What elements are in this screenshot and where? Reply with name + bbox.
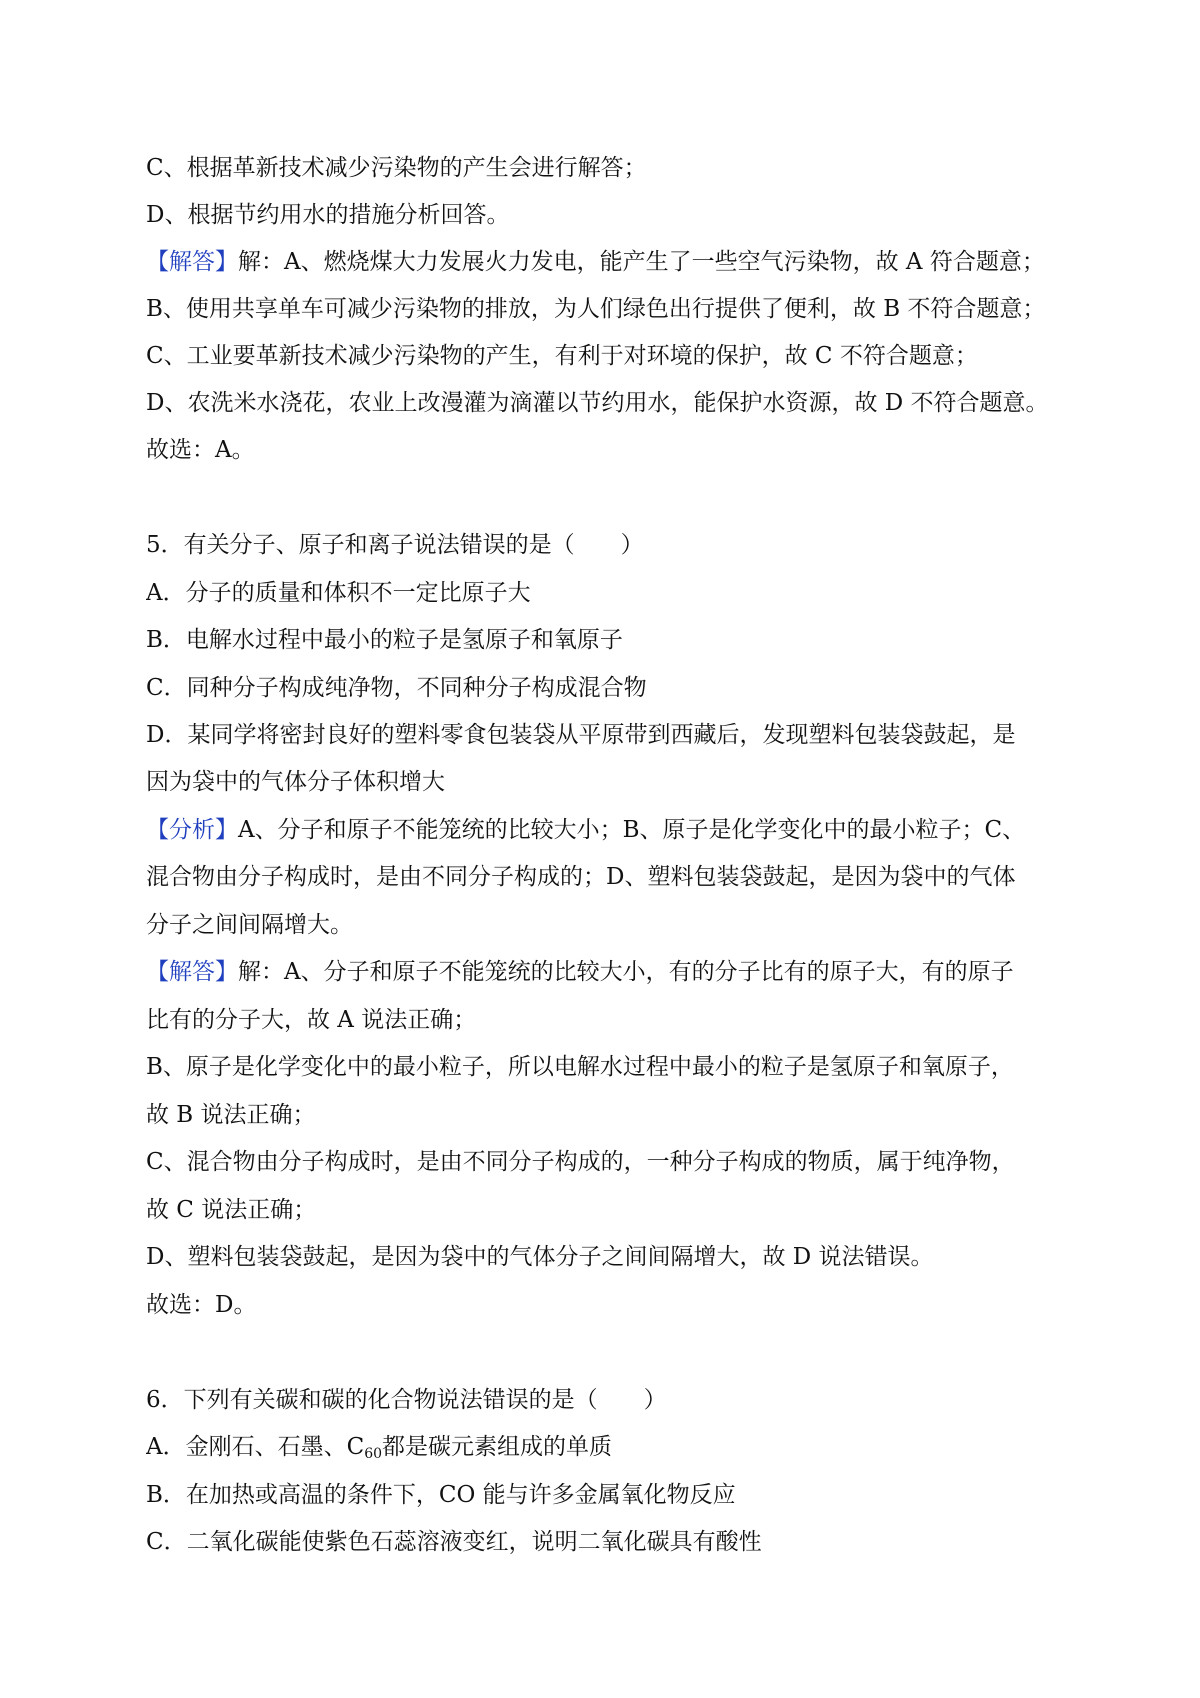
q4-answer-line-4: D、农洗米水浇花，农业上改漫灌为滴灌以节约用水，能保护水资源，故 D 不符合题意。	[146, 390, 1049, 416]
q5-analysis-line-3: 分子之间间隔增大。	[146, 912, 353, 938]
q5-analysis-line-2: 混合物由分子构成时，是由不同分子构成的；D、塑料包装袋鼓起，是因为袋中的气体	[146, 864, 1016, 890]
q5-answer-line-1: 【解答】解：A、分子和原子不能笼统的比较大小，有的分子比有的原子大，有的原子	[146, 959, 1014, 985]
q6-option-a: A．金刚石、石墨、$C_{60}$都是碳元素组成的单质	[146, 1434, 613, 1462]
q4-answer-line-3: C、工业要革新技术减少污染物的产生，有利于对环境的保护，故 C 不符合题意；	[146, 343, 978, 369]
q5-answer-choice: 故选：D。	[146, 1292, 257, 1318]
q5-option-b: B．电解水过程中最小的粒子是氢原子和氧原子	[146, 627, 623, 653]
answer-tag: 【解答】	[146, 959, 238, 985]
q5-option-d-line-2: 因为袋中的气体分子体积增大	[146, 769, 445, 795]
q5-answer-line-2: 比有的分子大，故 A 说法正确；	[146, 1007, 477, 1033]
q5-answer-line-5: C、混合物由分子构成时，是由不同分子构成的，一种分子构成的物质，属于纯净物，	[146, 1149, 1015, 1175]
answer-tag: 【解答】	[146, 249, 238, 275]
q5-stem: 5．有关分子、原子和离子说法错误的是（ ）	[146, 532, 644, 558]
q5-option-c: C．同种分子构成纯净物，不同种分子构成混合物	[146, 675, 647, 701]
q4-analysis-d: D、根据节约用水的措施分析回答。	[146, 202, 510, 228]
q6-stem: 6．下列有关碳和碳的化合物说法错误的是（ ）	[146, 1387, 667, 1413]
q5-answer-line-7: D、塑料包装袋鼓起，是因为袋中的气体分子之间间隔增大，故 D 说法错误。	[146, 1244, 934, 1270]
q6-option-b: B．在加热或高温的条件下，CO 能与许多金属氧化物反应	[146, 1482, 736, 1508]
q4-analysis-c: C、根据革新技术减少污染物的产生会进行解答；	[146, 155, 647, 181]
q5-answer-line-6: 故 C 说法正确；	[146, 1197, 317, 1223]
q5-answer-line-4: 故 B 说法正确；	[146, 1102, 316, 1128]
q6-option-c: C．二氧化碳能使紫色石蕊溶液变红，说明二氧化碳具有酸性	[146, 1529, 762, 1555]
q4-answer-choice: 故选：A。	[146, 437, 255, 463]
q5-analysis-line-1: 【分析】A、分子和原子不能笼统的比较大小；B、原子是化学变化中的最小粒子；C、	[146, 817, 1026, 843]
q4-answer-line-2: B、使用共享单车可减少污染物的排放，为人们绿色出行提供了便利，故 B 不符合题意；	[146, 296, 1046, 322]
q5-option-a: A．分子的质量和体积不一定比原子大	[146, 580, 531, 606]
q5-option-d-line-1: D．某同学将密封良好的塑料零食包装袋从平原带到西藏后，发现塑料包装袋鼓起，是	[146, 722, 1016, 748]
q4-answer-line-1: 【解答】解：A、燃烧煤大力发展火力发电，能产生了一些空气污染物，故 A 符合题意；	[146, 249, 1045, 275]
q5-answer-line-3: B、原子是化学变化中的最小粒子，所以电解水过程中最小的粒子是氢原子和氧原子，	[146, 1054, 1014, 1080]
analysis-tag: 【分析】	[146, 817, 238, 843]
